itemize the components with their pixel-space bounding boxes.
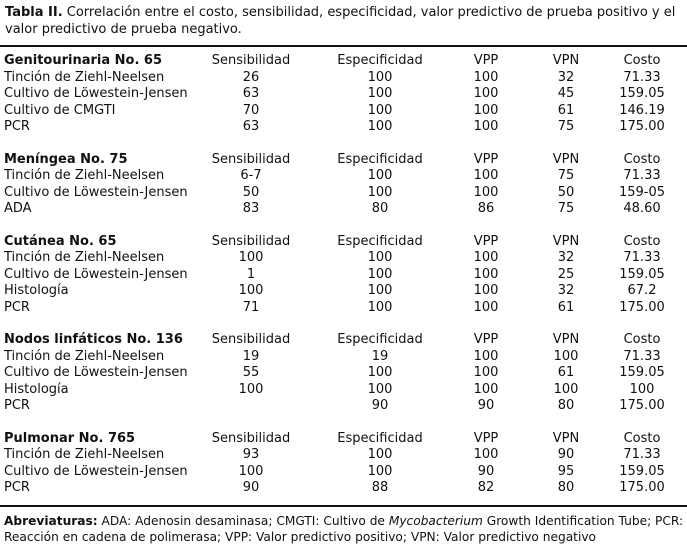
section-title: Meníngea No. 75 — [4, 151, 128, 167]
sensibilidad-cell: 100 — [238, 283, 264, 298]
footnote-text-2: Growth Identification Tube; PCR: Reacción en cadena de polimerasa; VPP: Valor predictivo positivo; VPN: Valor predictivo negativo — [4, 514, 684, 544]
costo-cell: 71.33 — [623, 168, 661, 183]
vpn-cell: 100 — [553, 348, 579, 364]
vpn-cell: 95 — [557, 463, 575, 479]
vpn-cell: 75 — [557, 201, 575, 216]
vpp-cell: 100 — [473, 102, 499, 118]
costo-cell: 71.33 — [623, 69, 661, 85]
especificidad-cell: 19 — [371, 348, 389, 364]
label-cell: Cultivo de Löwestein-Jensen — [4, 86, 188, 101]
column-header: Sensibilidad — [211, 53, 291, 68]
sensibilidad-cell: 1 — [246, 266, 256, 282]
vpn-cell: 45 — [557, 86, 575, 101]
table-row — [4, 86, 680, 103]
sensibilidad-cell: 19 — [242, 348, 260, 364]
table-row — [4, 480, 680, 497]
section-header-row — [4, 332, 680, 349]
vpp-cell: 100 — [473, 299, 499, 315]
table-body — [4, 53, 680, 497]
sensibilidad-cell: 70 — [242, 102, 260, 118]
vpp-cell: 100 — [473, 283, 499, 298]
section-header-row — [4, 152, 680, 169]
sensibilidad-cell: 83 — [242, 201, 260, 216]
sensibilidad-cell: 100 — [238, 250, 264, 265]
column-header: Sensibilidad — [211, 430, 291, 446]
label-cell: PCR — [4, 299, 30, 315]
section-title: Genitourinaria No. 65 — [4, 53, 163, 68]
column-header: VPP — [473, 233, 499, 249]
spacer-cell — [4, 218, 680, 234]
footnote-italic: Mycobacterium — [388, 514, 483, 528]
especificidad-cell: 100 — [367, 365, 393, 380]
especificidad-cell: 88 — [371, 480, 389, 495]
caption-label: Tabla II. — [5, 5, 63, 20]
especificidad-cell: 100 — [367, 184, 393, 200]
vpn-cell: 61 — [557, 365, 575, 380]
especificidad-cell: 90 — [371, 398, 389, 413]
section-header-row — [4, 234, 680, 251]
table-row — [4, 447, 680, 464]
column-header: Costo — [623, 332, 661, 347]
costo-cell: 159.05 — [619, 365, 665, 380]
label-cell: Cultivo de Löwestein-Jensen — [4, 184, 188, 200]
column-header: Sensibilidad — [211, 332, 291, 347]
label-cell: Tinción de Ziehl-Neelsen — [4, 250, 165, 265]
column-header: VPP — [473, 53, 499, 68]
column-header: VPP — [473, 430, 499, 446]
costo-cell: 48.60 — [623, 201, 661, 216]
sensibilidad-cell: 50 — [242, 184, 260, 200]
section-header-row — [4, 53, 680, 70]
label-cell: Cultivo de Löwestein-Jensen — [4, 463, 188, 479]
vpp-cell: 100 — [473, 86, 499, 101]
vpn-cell: 25 — [557, 266, 575, 282]
sensibilidad-cell: 71 — [242, 299, 260, 315]
column-header: Especificidad — [337, 151, 423, 167]
section-spacer — [4, 316, 680, 332]
costo-cell: 159.05 — [619, 463, 665, 479]
column-header: Especificidad — [337, 430, 423, 446]
sensibilidad-cell: 90 — [242, 480, 260, 495]
column-header: VPN — [552, 53, 580, 68]
vpp-cell: 100 — [473, 184, 499, 200]
especificidad-cell: 100 — [367, 381, 393, 397]
top-rule — [0, 45, 687, 47]
vpn-cell: 100 — [553, 381, 579, 397]
label-cell: PCR — [4, 480, 30, 495]
especificidad-cell: 100 — [367, 86, 393, 101]
table-row — [4, 398, 680, 415]
costo-cell: 175.00 — [619, 119, 665, 134]
costo-cell: 159.05 — [619, 266, 665, 282]
label-cell: Cultivo de CMGTI — [4, 102, 116, 118]
column-header: Especificidad — [337, 332, 423, 347]
costo-cell: 71.33 — [623, 447, 661, 462]
table-row — [4, 250, 680, 267]
column-header: Costo — [623, 233, 661, 249]
table-row — [4, 185, 680, 202]
footnote — [4, 513, 684, 545]
column-header: VPN — [552, 151, 580, 167]
vpn-cell: 90 — [557, 447, 575, 462]
label-cell: Tinción de Ziehl-Neelsen — [4, 447, 165, 462]
footnote-text-1: ADA: Adenosin desaminasa; CMGTI: Cultivo de — [97, 514, 389, 528]
vpp-cell: 82 — [477, 480, 495, 495]
sensibilidad-cell: 55 — [242, 365, 260, 380]
label-cell: Cultivo de Löwestein-Jensen — [4, 266, 188, 282]
table-row — [4, 201, 680, 218]
especificidad-cell: 100 — [367, 102, 393, 118]
especificidad-cell: 100 — [367, 168, 393, 183]
costo-cell: 159.05 — [619, 86, 665, 101]
table-row — [4, 70, 680, 87]
table-row — [4, 283, 680, 300]
table-row — [4, 349, 680, 366]
label-cell: Tinción de Ziehl-Neelsen — [4, 69, 165, 85]
vpn-cell: 75 — [557, 119, 575, 134]
vpn-cell: 32 — [557, 250, 575, 265]
caption-text: Correlación entre el costo, sensibilidad, especificidad, valor predictivo de prueba positivo y el valor predictivo de prueba negativo. — [5, 5, 676, 37]
costo-cell: 71.33 — [623, 250, 661, 265]
column-header: VPP — [473, 332, 499, 347]
sensibilidad-cell — [186, 398, 316, 415]
vpn-cell: 61 — [557, 299, 575, 315]
column-header: Especificidad — [337, 233, 423, 249]
sensibilidad-cell: 100 — [238, 381, 264, 397]
table-row — [4, 267, 680, 284]
costo-cell: 146.19 — [619, 102, 665, 118]
column-header: VPP — [473, 151, 499, 167]
especificidad-cell: 100 — [367, 69, 393, 85]
vpp-cell: 100 — [473, 69, 499, 85]
label-cell: Cultivo de Löwestein-Jensen — [4, 365, 188, 380]
especificidad-cell: 100 — [367, 266, 393, 282]
table-row — [4, 300, 680, 317]
column-header: Sensibilidad — [211, 233, 291, 249]
column-header: Costo — [623, 151, 661, 167]
vpp-cell: 100 — [473, 168, 499, 183]
vpn-cell: 80 — [557, 398, 575, 413]
costo-cell: 159-05 — [618, 184, 666, 200]
vpn-cell: 50 — [557, 184, 575, 200]
vpp-cell: 100 — [473, 381, 499, 397]
section-title: Cutánea No. 65 — [4, 233, 117, 249]
column-header: Sensibilidad — [211, 151, 291, 167]
especificidad-cell: 100 — [367, 463, 393, 479]
section-spacer — [4, 136, 680, 152]
label-cell: Histología — [4, 381, 69, 397]
especificidad-cell: 100 — [367, 250, 393, 265]
costo-cell: 100 — [629, 381, 655, 397]
table-row — [4, 382, 680, 399]
sensibilidad-cell: 93 — [242, 447, 260, 462]
column-header: Costo — [623, 430, 661, 446]
vpp-cell: 100 — [473, 266, 499, 282]
especificidad-cell: 100 — [367, 447, 393, 462]
label-cell: Tinción de Ziehl-Neelsen — [4, 348, 165, 364]
table-caption — [5, 4, 683, 38]
data-table — [4, 53, 680, 497]
especificidad-cell: 80 — [371, 201, 389, 216]
vpp-cell: 90 — [477, 398, 495, 413]
vpn-cell: 80 — [557, 480, 575, 495]
label-cell: Histología — [4, 283, 69, 298]
column-header: VPN — [552, 233, 580, 249]
section-header-row — [4, 431, 680, 448]
vpp-cell: 100 — [473, 447, 499, 462]
sensibilidad-cell: 63 — [242, 86, 260, 101]
sensibilidad-cell: 100 — [238, 463, 264, 479]
label-cell: ADA — [4, 201, 32, 216]
table-row — [4, 365, 680, 382]
section-title: Nodos linfáticos No. 136 — [4, 332, 183, 347]
table-row — [4, 168, 680, 185]
vpp-cell: 90 — [477, 463, 495, 479]
column-header: Especificidad — [337, 53, 423, 68]
vpn-cell: 32 — [557, 69, 575, 85]
column-header: VPN — [552, 430, 580, 446]
costo-cell: 71.33 — [623, 348, 661, 364]
label-cell: PCR — [4, 398, 30, 413]
costo-cell: 175.00 — [619, 299, 665, 315]
section-spacer — [4, 218, 680, 234]
spacer-cell — [4, 136, 680, 152]
especificidad-cell: 100 — [367, 283, 393, 298]
section-title: Pulmonar No. 765 — [4, 430, 136, 446]
vpp-cell: 100 — [473, 119, 499, 134]
spacer-cell — [4, 415, 680, 431]
table-row — [4, 464, 680, 481]
footnote-label: Abreviaturas: — [4, 514, 98, 528]
vpp-cell: 86 — [477, 201, 495, 216]
label-cell: Tinción de Ziehl-Neelsen — [4, 168, 165, 183]
vpn-cell: 61 — [557, 102, 575, 118]
vpn-cell: 32 — [557, 283, 575, 298]
sensibilidad-cell: 26 — [242, 69, 260, 85]
costo-cell: 67.2 — [627, 283, 657, 298]
especificidad-cell: 100 — [367, 299, 393, 315]
column-header: VPN — [552, 332, 580, 347]
sensibilidad-cell: 6-7 — [240, 168, 262, 183]
column-header: Costo — [623, 53, 661, 68]
label-cell: PCR — [4, 119, 30, 134]
vpp-cell: 100 — [473, 365, 499, 380]
spacer-cell — [4, 316, 680, 332]
especificidad-cell: 100 — [367, 119, 393, 134]
vpp-cell: 100 — [473, 250, 499, 265]
costo-cell: 175.00 — [619, 398, 665, 413]
vpn-cell: 75 — [557, 168, 575, 183]
vpp-cell: 100 — [473, 348, 499, 364]
sensibilidad-cell: 63 — [242, 119, 260, 134]
table-row — [4, 119, 680, 136]
section-spacer — [4, 415, 680, 431]
bottom-rule — [0, 505, 687, 507]
table-row — [4, 103, 680, 120]
costo-cell: 175.00 — [619, 480, 665, 495]
